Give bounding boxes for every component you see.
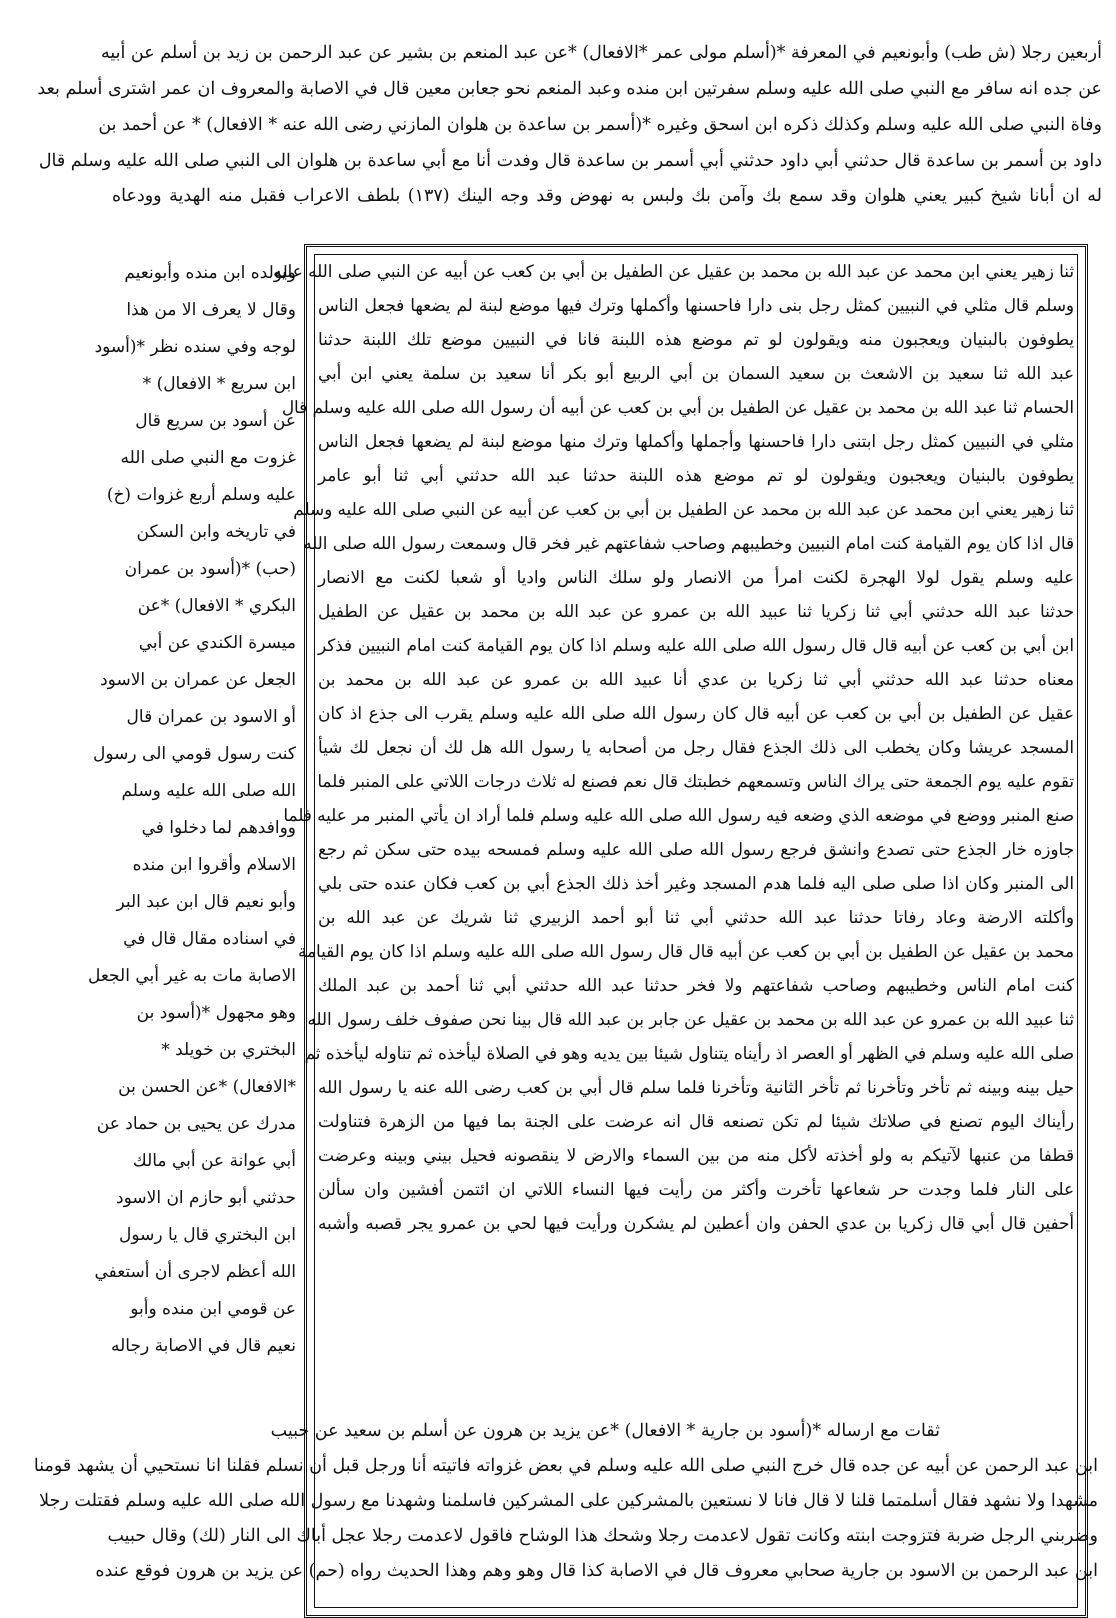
main-line: مثلي في النبيين كمثل رجل ابتنى دارا فاحسنها وأجملها وأكملها وترك منها موضع لبنة لم يضعها فجعل الناس: [318, 431, 1074, 451]
side-line: أو الاسود بن عمران قال: [126, 707, 296, 727]
main-line: عقيل عن الطفيل بن أبي بن كعب عن أبيه قال كان رسول الله صلى الله عليه وسلم يقرب الى جذع اذ كان: [318, 703, 1074, 723]
side-line: ولولده ابن منده وأبونعيم: [124, 263, 296, 283]
side-line: حدثني أبو حازم ان الاسود: [116, 1188, 296, 1208]
side-line: البختري بن خويلد *: [161, 1040, 296, 1060]
main-line: محمد بن عقيل عن الطفيل بن أبي بن كعب عن أبيه قال قال رسول الله صلى الله عليه وسلم اذا كان يوم القيامة: [298, 941, 1074, 961]
side-line: في تاريخه وابن السكن: [136, 522, 296, 542]
bottom-line: وضربني الرجل ضربة فتزوجت ابنته وكانت تقول لاعدمت رجلا وشحك هذا الوشاح فاقول لاعدمت رجلا عجل أباك الى النار (لك) وقال حبيب: [107, 1526, 1098, 1546]
top-line: داود بن أسمر بن ساعدة قال حدثني أبي داود حدثني أبي أسمر بن ساعدة قال وفدت أنا مع أبي ساعدة بن هلوان الى النبي صلى الله عليه وسلم قال: [38, 151, 1102, 171]
main-line: يطوفون بالبنيان ويعجبون منه ويقولون لو تم موضع هذه اللبنة فانا في النبيين موضع تلك اللبنة حدثنا: [318, 329, 1074, 349]
main-line: وأكلته الارضة وعاد رفاتا حدثنا عبد الله حدثني أبي ثنا أبو أحمد الزبيري ثنا شريك عن عبد الله بن: [318, 907, 1074, 927]
side-line: وهو مجهول *(أسود بن: [136, 1003, 296, 1023]
side-line: *الافعال) *عن الحسن بن: [118, 1077, 296, 1097]
side-line: ميسرة الكندي عن أبي: [138, 633, 296, 653]
top-line: وفاة النبي صلى الله عليه وسلم وكذلك ذكره ابن اسحق وغيره *(أسمر بن ساعدة بن هلوان المازني رضى الله عنه * الافعال) * عن أحمد بن: [98, 115, 1102, 135]
bottom-line: ابن عبد الرحمن عن أبيه عن جده قال خرج النبي صلى الله عليه وسلم في بعض غزواته فاتيته أنا ورجل قبل أن نسلم فقلنا انا نستحيي أن يشهد قومنا: [33, 1456, 1098, 1476]
main-line: وسلم قال مثلي في النبيين كمثل رجل بنى دارا فاحسنها وأكملها وترك فيها موضع لبنة لم يضعها فجعل الناس: [318, 295, 1074, 315]
bottom-line: مشهدا ولا نشهد فقال أسلمتما قلنا لا قال فانا لا نستعين بالمشركين على المشركين فاسلمنا وشهدنا مع رسول الله صلى الله عليه وسلم فقتلت رجلا: [39, 1491, 1098, 1511]
main-line: على النار فلما وجدت حر شعاعها تأخرت وأكثر من رأيت فيها النساء اللاتي ان ائتمن أفشين وان سألن: [318, 1179, 1074, 1199]
side-line: البكري * الافعال) *عن: [137, 596, 296, 616]
side-line: في اسناده مقال قال في: [123, 929, 296, 949]
main-line: عليه وسلم يقول لولا الهجرة لكنت امرأ من الانصار ولو سلك الناس واديا أو شعبا لكنت مع الانصار: [318, 567, 1074, 587]
top-line: له ان أبانا شيخ كبير يعني هلوان وقد سمع بك وآمن بك ولبس به نهوض وقد وجه الينك (١٣٧) بلطف الاعراب فقبل منه الهدية وودعاه: [112, 186, 1102, 206]
main-line: جاوزه خار الجذع حتى تصدع وانشق فرجع رسول الله صلى الله عليه وسلم فمسحه بيده حتى سكن ثم رجع: [318, 839, 1074, 859]
side-line: عن قومي ابن منده وأبو: [130, 1299, 296, 1319]
side-line: الله أعظم لاجرى أن أستعفي: [94, 1262, 296, 1282]
side-line: عن أسود بن سريع قال: [135, 411, 296, 431]
side-line: الاصابة مات به غير أبي الجعل: [87, 966, 296, 986]
main-line: يطوفون بالبنيان ويعجبون ويقولون لو تم موضع هذه اللبنة حدثنا عبد الله حدثني أبي ثنا أبو عامر: [318, 465, 1074, 485]
main-line: عبد الله ثنا سعيد بن الاشعث بن سعيد السمان بن أبي الربيع أبو بكر أنا سعيد بن سلمة يعني ابن أبي: [318, 363, 1074, 383]
main-line: تقوم عليه يوم الجمعة حتى يراك الناس وتسمعهم خطبتك قال نعم فصنع له ثلاث درجات اللاتي على المنبر فلما: [317, 771, 1074, 791]
main-line: صنع المنبر ووضع في موضعه الذي وضعه فيه رسول الله صلى الله عليه وسلم فلما أراد ان يأتي المنبر مر عليه فلما: [283, 805, 1074, 825]
main-line: قال اذا كان يوم القيامة كنت امام النبيين وخطيبهم وصاحب شفاعتهم غير فخر قال وسمعت رسول الله صلى الله: [303, 533, 1074, 553]
top-line: أربعين رجلا (ش طب) وأبونعيم في المعرفة *(أسلم مولى عمر *الافعال) *عن عبد المنعم بن بشير عن عبد الرحمن بن زيد بن أسلم عن أبيه: [100, 43, 1102, 63]
main-line: صلى الله عليه وسلم في الظهر أو العصر اذ رأيناه يتناول شيئا بين يديه وهو في الصلاة ليأخذه ثم تناوله ليأخذه ثم: [304, 1043, 1074, 1063]
side-line: أبي عوانة عن أبي مالك: [132, 1151, 296, 1171]
main-line: حيل بينه وبينه ثم تأخر وتأخرنا ثم تأخر الثانية وتأخرنا فلما سلم قال أبي بن كعب رضى الله عنه يا رسول الله: [318, 1077, 1074, 1097]
side-line: ابن سريع * الافعال) *: [142, 374, 296, 394]
top-line: عن جده انه سافر مع النبي صلى الله عليه وسلم سفرتين ابن منده وعبد المنعم نحو جعابن معين قال في الاصابة والمعروف ان عمر اشترى أسلم بعد: [37, 79, 1102, 99]
main-line: كنت امام الناس وخطيبهم وصاحب شفاعتهم ولا فخر حدثنا عبد الله حدثني أبي ثنا أحمد بن عبد الملك: [318, 975, 1074, 995]
main-line: ثنا زهير يعني ابن محمد عن عبد الله بن محمد عن الطفيل بن أبي بن كعب عن أبيه عن النبي صلى الله عليه وسلم: [293, 499, 1074, 519]
side-line: كنت رسول قومي الى رسول: [93, 744, 296, 764]
side-line: وقال لا يعرف الا من هذا: [126, 300, 296, 320]
side-line: لوجه وفي سنده نظر *(أسود: [94, 337, 296, 357]
side-line: ابن البختري قال يا رسول: [119, 1225, 296, 1245]
bottom-line: ثقات مع ارساله *(أسود بن جارية * الافعال) *عن يزيد بن هرون عن أسلم بن سعيد عن حبيب: [270, 1421, 940, 1441]
side-line: الله صلى الله عليه وسلم: [121, 781, 296, 801]
main-line: ابن أبي بن كعب عن أبيه قال قال رسول الله صلى الله عليه وسلم اذا كان يوم القيامة كنت امام النبيين فذكر: [318, 635, 1074, 655]
side-line: الجعل عن عمران بن الاسود: [100, 670, 296, 690]
main-line: ثنا زهير يعني ابن محمد عن عبد الله بن محمد بن عقيل عن الطفيل بن أبي بن كعب عن أبيه عن النبي صلى الله عليه: [273, 261, 1074, 281]
side-line: الاسلام وأقروا ابن منده: [132, 855, 296, 875]
side-line: مدرك عن يحيى بن حماد عن: [96, 1114, 296, 1134]
main-line: الى المنبر وكان اذا صلى صلى اليه فلما هدم المسجد وغير أخذ ذلك الجذع أبي بن كعب فكان عنده حتى بلي: [318, 873, 1074, 893]
side-line: (حب) *(أسود بن عمران: [124, 559, 296, 579]
main-line: معناه حدثنا عبد الله حدثني أبي ثنا زكريا بن عدي أنا عبيد الله بن عمرو عن عبد الله بن محمد بن: [318, 669, 1074, 689]
side-line: عليه وسلم أربع غزوات (خ): [106, 485, 296, 505]
main-line: قطفا من عنبها لآتيكم به ولو أخذته لأكل منه من بين السماء والارض لا ينقصونه فحيل بيني وبينه وعرضت: [318, 1145, 1074, 1165]
main-line: رأيناك اليوم تصنع في صلاتك شيئا لم تكن تصنعه قال انه عرضت على الجنة بما فيها من الزهرة فتناولت: [318, 1111, 1074, 1131]
side-line: وأبو نعيم قال ابن عبد البر: [116, 892, 296, 912]
side-line: غزوت مع النبي صلى الله: [120, 448, 296, 468]
side-line: نعيم قال في الاصابة رجاله: [110, 1336, 296, 1356]
main-line: الحسام ثنا عبد الله بن محمد بن عقيل عن الطفيل بن أبي بن كعب عن أبيه أن رسول الله صلى الله عليه وسلم قال: [281, 397, 1074, 417]
side-line: ووافدهم لما دخلوا في: [141, 818, 296, 838]
main-line: أحفين قال أبي قال زكريا بن عدي الحفن وان أعطين لم يشكرن ورأيت فيها لحي بن عمرو يجر قصبه وأشبه: [318, 1213, 1074, 1233]
main-line: المسجد عريشا وكان يخطب الى ذلك الجذع فقال رجل من أصحابه يا رسول الله هل لك أن نجعل لك شيأ: [318, 737, 1074, 757]
main-line: ثنا عبيد الله بن عمرو عن عبد الله بن محمد بن عقيل عن جابر بن عبد الله قال بينا نحن صفوف خلف رسول الله: [307, 1009, 1074, 1029]
bottom-line: ابن عبد الرحمن بن الاسود بن جارية صحابي معروف قال في الاصابة كذا قال وهو وهم وهذا الحديث رواه (حم) عن يزيد بن هرون فوقع عنده: [95, 1561, 1098, 1581]
main-line: حدثنا عبد الله حدثني أبي ثنا زكريا ثنا عبيد الله بن عمرو عن عبد الله بن محمد بن عقيل عن الطفيل: [318, 601, 1074, 621]
